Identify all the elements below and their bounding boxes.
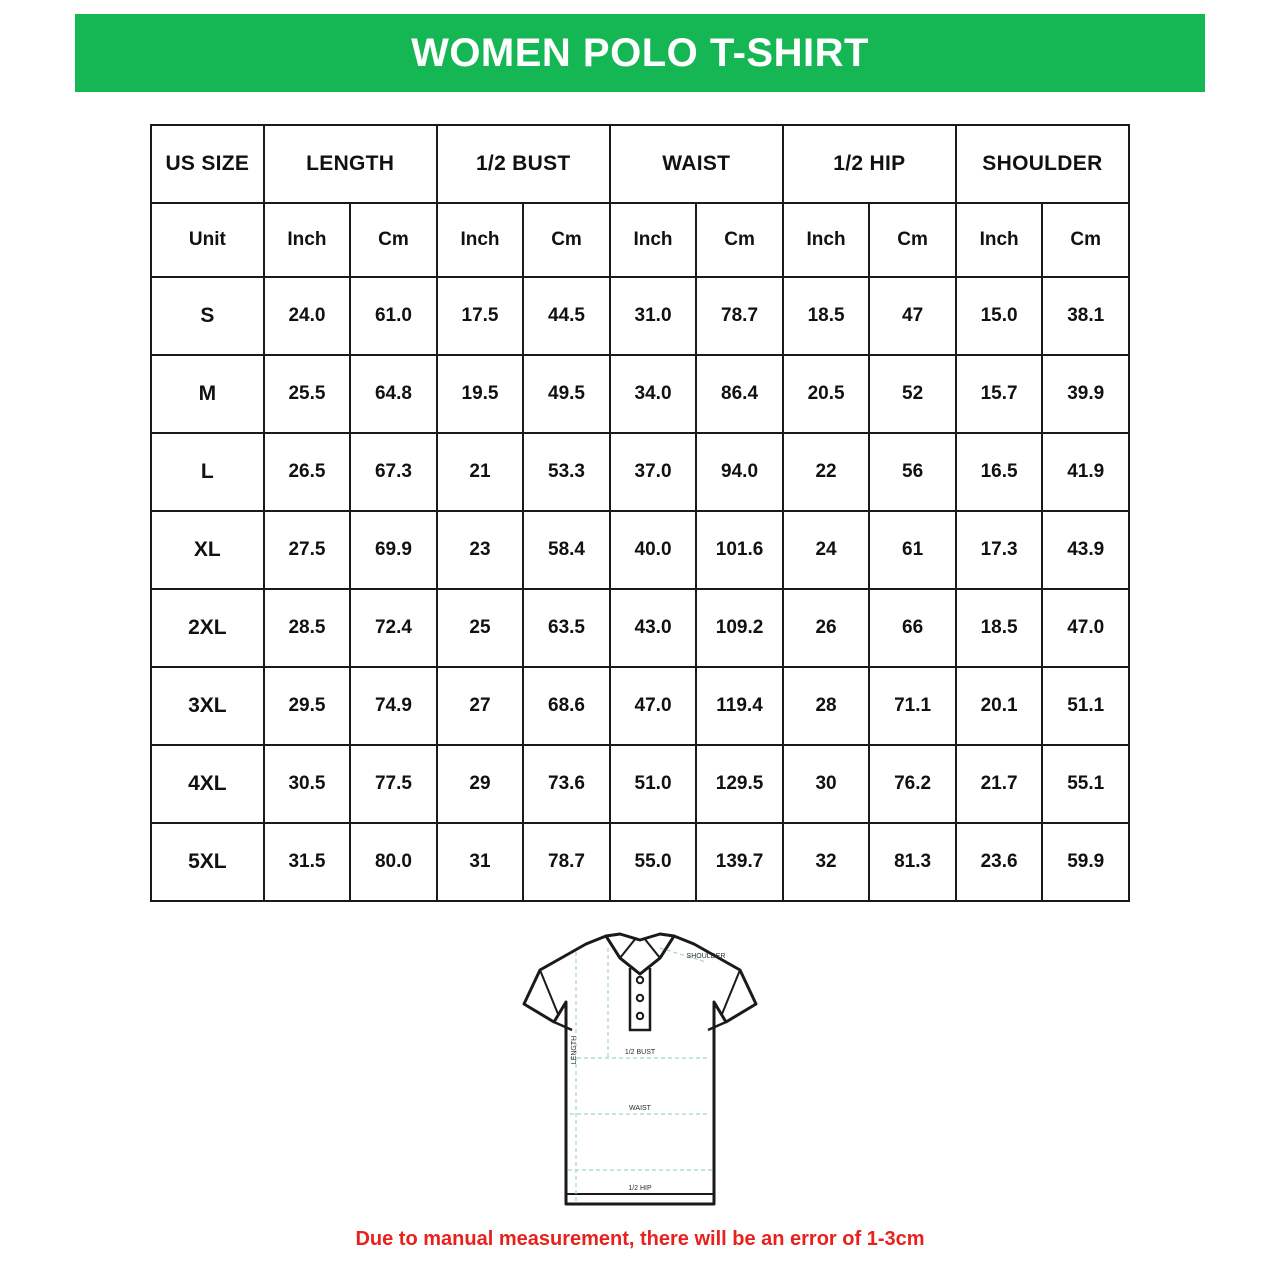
cell-shoulder-cm: 47.0 bbox=[1042, 589, 1129, 667]
cell-waist-cm: 129.5 bbox=[696, 745, 783, 823]
cell-shoulder-inch: 21.7 bbox=[956, 745, 1043, 823]
cell-shoulder-cm: 41.9 bbox=[1042, 433, 1129, 511]
cell-hip-inch: 28 bbox=[783, 667, 870, 745]
cell-shoulder-inch: 16.5 bbox=[956, 433, 1043, 511]
cell-hip-cm: 76.2 bbox=[869, 745, 956, 823]
polo-shirt-diagram bbox=[510, 918, 770, 1218]
table-row bbox=[151, 355, 1129, 433]
cell-hip-inch: 30 bbox=[783, 745, 870, 823]
cell-waist-inch: 55.0 bbox=[610, 823, 697, 901]
row-size-label: XL bbox=[151, 511, 264, 589]
cell-waist-cm: 109.2 bbox=[696, 589, 783, 667]
cell-bust-cm: 73.6 bbox=[523, 745, 610, 823]
table-row bbox=[151, 511, 1129, 589]
cell-shoulder-inch: 15.0 bbox=[956, 277, 1043, 355]
group-header-shoulder: SHOULDER bbox=[956, 125, 1129, 203]
cell-waist-inch: 43.0 bbox=[610, 589, 697, 667]
cell-length-inch: 25.5 bbox=[264, 355, 351, 433]
cell-bust-cm: 63.5 bbox=[523, 589, 610, 667]
cell-hip-cm: 61 bbox=[869, 511, 956, 589]
cell-waist-cm: 94.0 bbox=[696, 433, 783, 511]
cell-shoulder-inch: 20.1 bbox=[956, 667, 1043, 745]
cell-length-inch: 27.5 bbox=[264, 511, 351, 589]
diagram-label-waist: WAIST bbox=[629, 1105, 651, 1112]
cell-length-inch: 31.5 bbox=[264, 823, 351, 901]
cell-hip-cm: 81.3 bbox=[869, 823, 956, 901]
diagram-label-length: LENGTH bbox=[571, 1035, 578, 1065]
cell-length-cm: 72.4 bbox=[350, 589, 437, 667]
cell-shoulder-cm: 38.1 bbox=[1042, 277, 1129, 355]
page-title: WOMEN POLO T-SHIRT bbox=[411, 30, 869, 75]
row-size-label: 4XL bbox=[151, 745, 264, 823]
row-size-label: 2XL bbox=[151, 589, 264, 667]
cell-length-inch: 28.5 bbox=[264, 589, 351, 667]
cell-bust-cm: 44.5 bbox=[523, 277, 610, 355]
cell-length-cm: 64.8 bbox=[350, 355, 437, 433]
unit-header-unit: Unit bbox=[151, 203, 264, 277]
cell-shoulder-cm: 51.1 bbox=[1042, 667, 1129, 745]
cell-length-inch: 26.5 bbox=[264, 433, 351, 511]
cell-hip-inch: 18.5 bbox=[783, 277, 870, 355]
cell-hip-inch: 26 bbox=[783, 589, 870, 667]
cell-bust-inch: 23 bbox=[437, 511, 524, 589]
table-group-header-row bbox=[151, 125, 1129, 203]
cell-bust-cm: 78.7 bbox=[523, 823, 610, 901]
group-header-length: LENGTH bbox=[264, 125, 437, 203]
unit-header-length-inch: Inch bbox=[264, 203, 351, 277]
cell-hip-inch: 24 bbox=[783, 511, 870, 589]
cell-bust-inch: 21 bbox=[437, 433, 524, 511]
table-row bbox=[151, 667, 1129, 745]
cell-hip-cm: 56 bbox=[869, 433, 956, 511]
unit-header-length-cm: Cm bbox=[350, 203, 437, 277]
cell-length-cm: 67.3 bbox=[350, 433, 437, 511]
cell-hip-cm: 47 bbox=[869, 277, 956, 355]
cell-waist-cm: 78.7 bbox=[696, 277, 783, 355]
diagram-label-half-bust: 1/2 BUST bbox=[624, 1049, 656, 1056]
table-row bbox=[151, 433, 1129, 511]
row-size-label: M bbox=[151, 355, 264, 433]
unit-header-hip-inch: Inch bbox=[783, 203, 870, 277]
cell-length-cm: 74.9 bbox=[350, 667, 437, 745]
cell-waist-cm: 139.7 bbox=[696, 823, 783, 901]
diagram-label-shoulder: SHOULDER bbox=[686, 953, 726, 960]
cell-bust-inch: 29 bbox=[437, 745, 524, 823]
cell-shoulder-cm: 55.1 bbox=[1042, 745, 1129, 823]
cell-hip-inch: 32 bbox=[783, 823, 870, 901]
cell-bust-inch: 25 bbox=[437, 589, 524, 667]
group-header-half-bust: 1/2 BUST bbox=[437, 125, 610, 203]
row-size-label: 3XL bbox=[151, 667, 264, 745]
cell-length-cm: 61.0 bbox=[350, 277, 437, 355]
cell-hip-cm: 66 bbox=[869, 589, 956, 667]
cell-length-cm: 69.9 bbox=[350, 511, 437, 589]
cell-bust-cm: 68.6 bbox=[523, 667, 610, 745]
size-table-wrap bbox=[150, 124, 1130, 902]
cell-bust-inch: 31 bbox=[437, 823, 524, 901]
diagram-label-half-hip: 1/2 HIP bbox=[628, 1185, 652, 1192]
cell-hip-cm: 52 bbox=[869, 355, 956, 433]
polo-shirt-icon bbox=[510, 918, 770, 1218]
cell-waist-inch: 40.0 bbox=[610, 511, 697, 589]
measurement-note: Due to manual measurement, there will be an error of 1-3cm bbox=[355, 1228, 925, 1250]
cell-waist-cm: 86.4 bbox=[696, 355, 783, 433]
group-header-waist: WAIST bbox=[610, 125, 783, 203]
cell-length-inch: 29.5 bbox=[264, 667, 351, 745]
unit-header-bust-cm: Cm bbox=[523, 203, 610, 277]
row-size-label: S bbox=[151, 277, 264, 355]
table-unit-header-row bbox=[151, 203, 1129, 277]
cell-hip-inch: 22 bbox=[783, 433, 870, 511]
cell-waist-cm: 119.4 bbox=[696, 667, 783, 745]
title-banner bbox=[75, 14, 1205, 92]
cell-waist-inch: 51.0 bbox=[610, 745, 697, 823]
cell-bust-cm: 53.3 bbox=[523, 433, 610, 511]
cell-waist-inch: 31.0 bbox=[610, 277, 697, 355]
cell-shoulder-inch: 18.5 bbox=[956, 589, 1043, 667]
unit-header-bust-inch: Inch bbox=[437, 203, 524, 277]
cell-shoulder-cm: 39.9 bbox=[1042, 355, 1129, 433]
cell-bust-inch: 19.5 bbox=[437, 355, 524, 433]
unit-header-hip-cm: Cm bbox=[869, 203, 956, 277]
cell-bust-cm: 49.5 bbox=[523, 355, 610, 433]
cell-waist-inch: 47.0 bbox=[610, 667, 697, 745]
cell-length-inch: 30.5 bbox=[264, 745, 351, 823]
row-size-label: 5XL bbox=[151, 823, 264, 901]
cell-waist-cm: 101.6 bbox=[696, 511, 783, 589]
cell-shoulder-inch: 17.3 bbox=[956, 511, 1043, 589]
cell-length-cm: 80.0 bbox=[350, 823, 437, 901]
unit-header-waist-cm: Cm bbox=[696, 203, 783, 277]
cell-bust-inch: 17.5 bbox=[437, 277, 524, 355]
cell-hip-cm: 71.1 bbox=[869, 667, 956, 745]
cell-length-inch: 24.0 bbox=[264, 277, 351, 355]
unit-header-shoulder-cm: Cm bbox=[1042, 203, 1129, 277]
size-table bbox=[150, 124, 1130, 902]
table-row bbox=[151, 823, 1129, 901]
row-size-label: L bbox=[151, 433, 264, 511]
cell-length-cm: 77.5 bbox=[350, 745, 437, 823]
unit-header-shoulder-inch: Inch bbox=[956, 203, 1043, 277]
table-row bbox=[151, 589, 1129, 667]
cell-waist-inch: 37.0 bbox=[610, 433, 697, 511]
cell-shoulder-inch: 15.7 bbox=[956, 355, 1043, 433]
cell-bust-inch: 27 bbox=[437, 667, 524, 745]
cell-shoulder-cm: 43.9 bbox=[1042, 511, 1129, 589]
cell-bust-cm: 58.4 bbox=[523, 511, 610, 589]
group-header-us-size: US SIZE bbox=[151, 125, 264, 203]
group-header-half-hip: 1/2 HIP bbox=[783, 125, 956, 203]
table-row bbox=[151, 745, 1129, 823]
cell-shoulder-inch: 23.6 bbox=[956, 823, 1043, 901]
unit-header-waist-inch: Inch bbox=[610, 203, 697, 277]
cell-waist-inch: 34.0 bbox=[610, 355, 697, 433]
cell-hip-inch: 20.5 bbox=[783, 355, 870, 433]
cell-shoulder-cm: 59.9 bbox=[1042, 823, 1129, 901]
table-row bbox=[151, 277, 1129, 355]
